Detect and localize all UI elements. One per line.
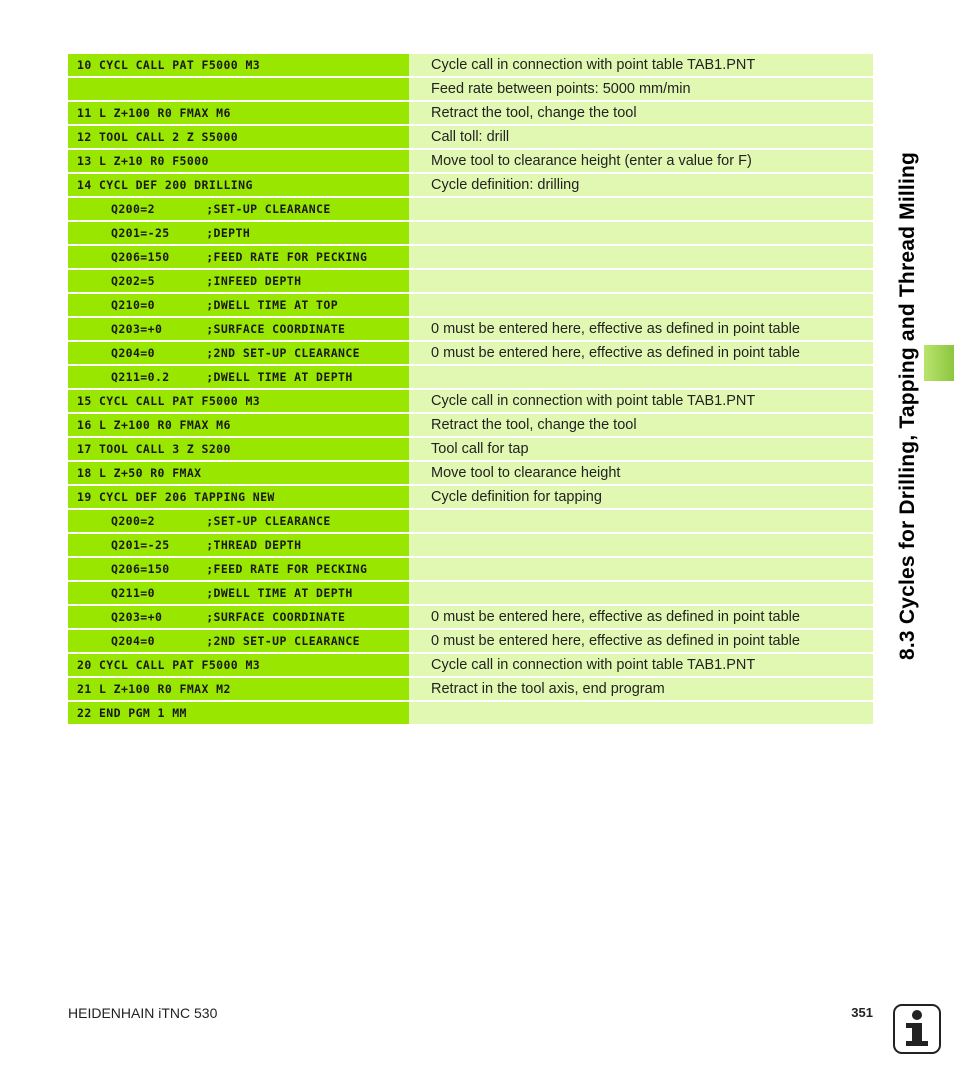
table-row <box>68 702 873 724</box>
table-row <box>68 606 873 628</box>
description-cell <box>409 582 873 604</box>
table-row <box>68 486 873 508</box>
description-cell: Retract in the tool axis, end program <box>409 678 873 700</box>
description-cell: Retract the tool, change the tool <box>409 102 873 124</box>
info-icon <box>893 1004 941 1054</box>
table-row <box>68 174 873 196</box>
description-cell <box>409 534 873 556</box>
program-table <box>68 54 873 726</box>
table-row <box>68 510 873 532</box>
table-row <box>68 438 873 460</box>
description-cell: Cycle definition for tapping <box>409 486 873 508</box>
description-cell: Retract the tool, change the tool <box>409 414 873 436</box>
description-cell <box>409 222 873 244</box>
description-cell: Call toll: drill <box>409 126 873 148</box>
table-row <box>68 222 873 244</box>
table-row <box>68 246 873 268</box>
description-cell: Feed rate between points: 5000 mm/min <box>409 78 873 100</box>
description-cell: Cycle call in connection with point table TAB1.PNT <box>409 390 873 412</box>
table-row <box>68 318 873 340</box>
table-row <box>68 126 873 148</box>
table-row <box>68 294 873 316</box>
description-cell <box>409 702 873 724</box>
table-row <box>68 390 873 412</box>
nc-code-cell: 11 L Z+100 R0 FMAX M6 <box>68 102 409 124</box>
nc-code-cell: Q211=0 ;DWELL TIME AT DEPTH <box>68 582 409 604</box>
nc-code-cell: Q210=0 ;DWELL TIME AT TOP <box>68 294 409 316</box>
description-cell: Cycle call in connection with point table TAB1.PNT <box>409 654 873 676</box>
nc-code-cell: 17 TOOL CALL 3 Z S200 <box>68 438 409 460</box>
description-cell: Move tool to clearance height (enter a value for F) <box>409 150 873 172</box>
description-cell <box>409 366 873 388</box>
table-row <box>68 150 873 172</box>
nc-code-cell: Q206=150 ;FEED RATE FOR PECKING <box>68 558 409 580</box>
table-row <box>68 414 873 436</box>
nc-code-cell: 22 END PGM 1 MM <box>68 702 409 724</box>
table-row <box>68 342 873 364</box>
nc-code-cell: Q203=+0 ;SURFACE COORDINATE <box>68 318 409 340</box>
table-row <box>68 198 873 220</box>
description-cell <box>409 294 873 316</box>
nc-code-cell: Q211=0.2 ;DWELL TIME AT DEPTH <box>68 366 409 388</box>
table-row <box>68 102 873 124</box>
table-row <box>68 534 873 556</box>
nc-code-cell: 14 CYCL DEF 200 DRILLING <box>68 174 409 196</box>
nc-code-cell: Q200=2 ;SET-UP CLEARANCE <box>68 510 409 532</box>
nc-code-cell: Q200=2 ;SET-UP CLEARANCE <box>68 198 409 220</box>
nc-code-cell: 10 CYCL CALL PAT F5000 M3 <box>68 54 409 76</box>
nc-code-cell: Q204=0 ;2ND SET-UP CLEARANCE <box>68 630 409 652</box>
table-row <box>68 54 873 76</box>
nc-code-cell: Q201=-25 ;DEPTH <box>68 222 409 244</box>
table-row <box>68 582 873 604</box>
nc-code-cell <box>68 78 409 100</box>
nc-code-cell: 16 L Z+100 R0 FMAX M6 <box>68 414 409 436</box>
table-row <box>68 462 873 484</box>
nc-code-cell: 13 L Z+10 R0 F5000 <box>68 150 409 172</box>
table-row <box>68 630 873 652</box>
description-cell: Tool call for tap <box>409 438 873 460</box>
description-cell: 0 must be entered here, effective as defined in point table <box>409 318 873 340</box>
description-cell <box>409 510 873 532</box>
description-cell: 0 must be entered here, effective as defined in point table <box>409 606 873 628</box>
nc-code-cell: 20 CYCL CALL PAT F5000 M3 <box>68 654 409 676</box>
nc-code-cell: 12 TOOL CALL 2 Z S5000 <box>68 126 409 148</box>
page-number: 351 <box>851 1005 873 1020</box>
section-title: 8.3 Cycles for Drilling, Tapping and Thread Milling <box>896 151 919 660</box>
table-row <box>68 678 873 700</box>
description-cell: Cycle definition: drilling <box>409 174 873 196</box>
nc-code-cell: Q203=+0 ;SURFACE COORDINATE <box>68 606 409 628</box>
description-cell: Cycle call in connection with point table TAB1.PNT <box>409 54 873 76</box>
nc-code-cell: Q206=150 ;FEED RATE FOR PECKING <box>68 246 409 268</box>
table-row <box>68 558 873 580</box>
nc-code-cell: Q204=0 ;2ND SET-UP CLEARANCE <box>68 342 409 364</box>
nc-code-cell: 15 CYCL CALL PAT F5000 M3 <box>68 390 409 412</box>
description-cell: 0 must be entered here, effective as defined in point table <box>409 630 873 652</box>
description-cell <box>409 558 873 580</box>
nc-code-cell: Q202=5 ;INFEED DEPTH <box>68 270 409 292</box>
description-cell <box>409 270 873 292</box>
description-cell: 0 must be entered here, effective as defined in point table <box>409 342 873 364</box>
description-cell <box>409 198 873 220</box>
description-cell <box>409 246 873 268</box>
nc-code-cell: 19 CYCL DEF 206 TAPPING NEW <box>68 486 409 508</box>
nc-code-cell: Q201=-25 ;THREAD DEPTH <box>68 534 409 556</box>
nc-code-cell: 18 L Z+50 R0 FMAX <box>68 462 409 484</box>
description-cell: Move tool to clearance height <box>409 462 873 484</box>
nc-code-cell: 21 L Z+100 R0 FMAX M2 <box>68 678 409 700</box>
table-row <box>68 654 873 676</box>
table-row <box>68 366 873 388</box>
table-row <box>68 270 873 292</box>
section-tab-marker <box>924 345 954 381</box>
footer-manual-name: HEIDENHAIN iTNC 530 <box>68 1005 218 1021</box>
table-row <box>68 78 873 100</box>
